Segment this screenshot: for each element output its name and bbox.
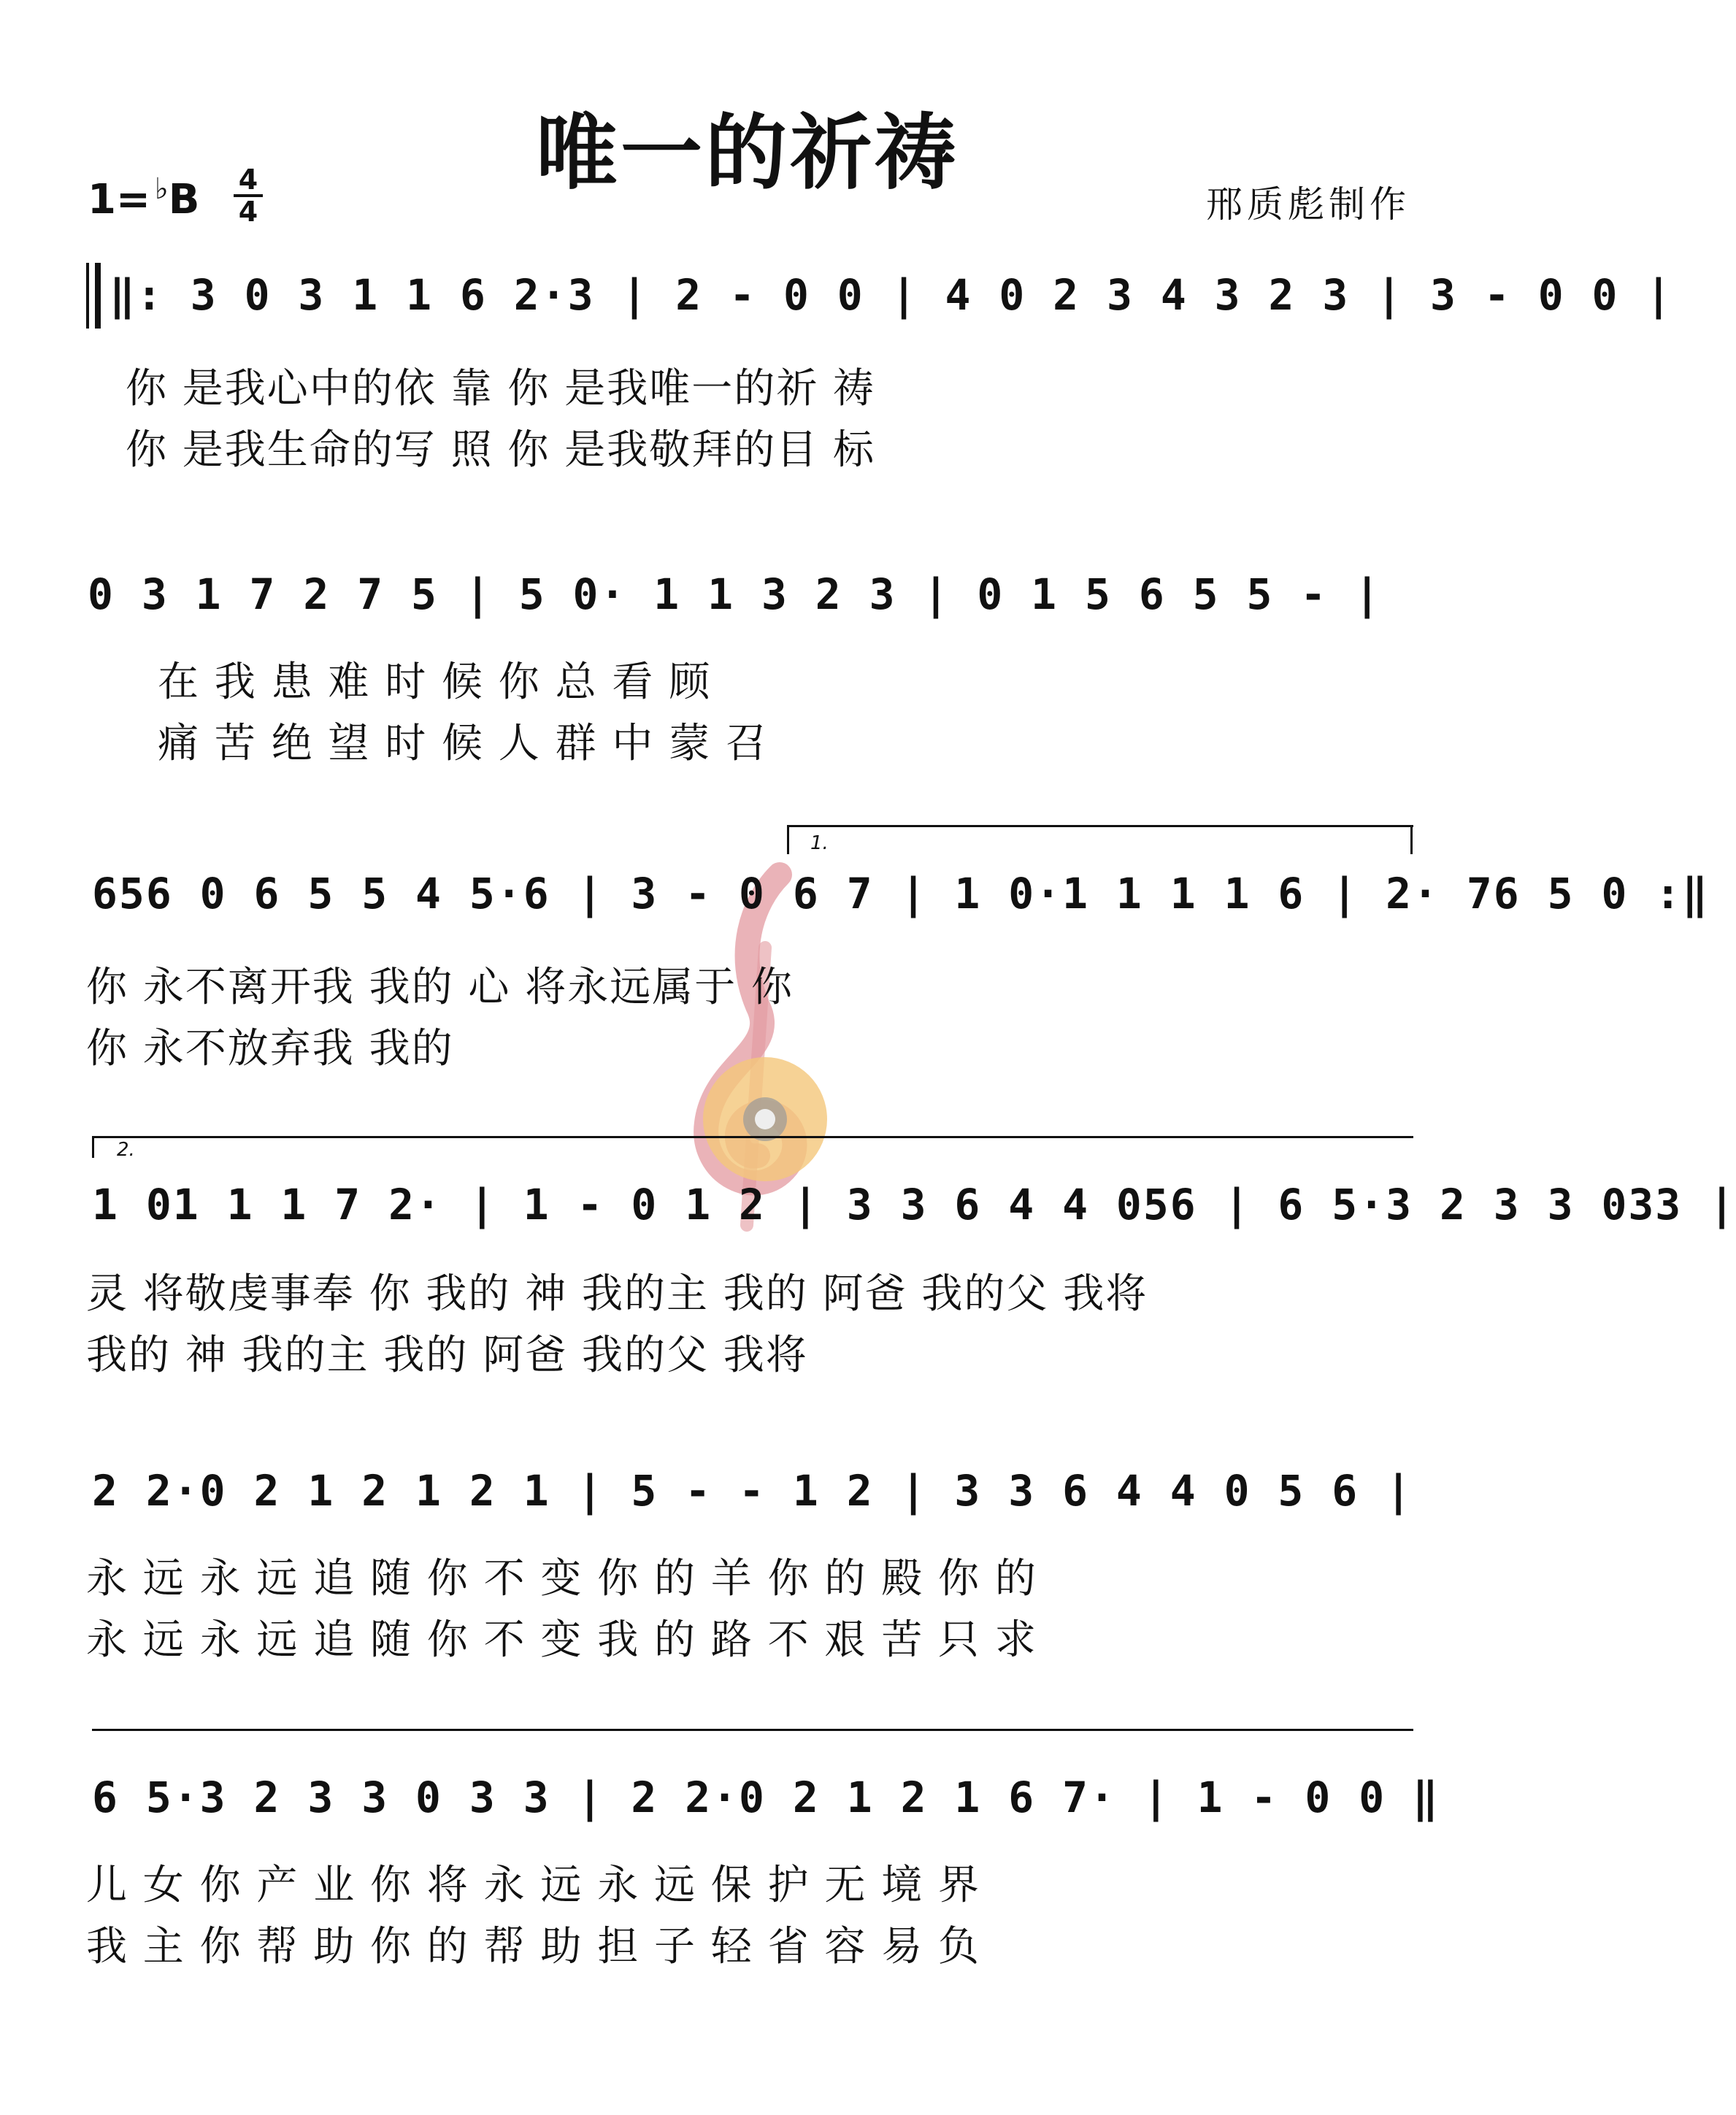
notation-line-4: 1 01 1 1 7 2· | 1 - 0 1 2 | 3 3 6 4 4 056 | 6 5·3 2 3 3 033 | — [92, 1180, 1736, 1229]
repeat-start-bar — [86, 263, 89, 329]
lyric-line-1-verse-1: 你 是我心中的依 靠 你 是我唯一的祈 祷 — [126, 365, 876, 412]
lyric-line-5-verse-1: 永 远 永 远 追 随 你 不 变 你 的 羊 你 的 殿 你 的 — [86, 1555, 1037, 1602]
song-title: 唯一的祈祷 — [536, 106, 959, 201]
key-prefix: 1= — [88, 176, 150, 223]
lyric-line-4-verse-1: 灵 将敬虔事奉 你 我的 神 我的主 我的 阿爸 我的父 我将 — [86, 1270, 1148, 1318]
notation-line-3: 656 0 6 5 5 4 5·6 | 3 - 0 6 7 | 1 0·1 1 1 1 6 | 2· 76 5 0 :‖ — [92, 869, 1710, 918]
lyric-line-5-verse-2: 永 远 永 远 追 随 你 不 变 我 的 路 不 艰 苦 只 求 — [86, 1616, 1037, 1664]
notation-line-5: 2 2·0 2 1 2 1 2 1 | 5 - - 1 2 | 3 3 6 4 4 0 5 6 | — [92, 1466, 1413, 1516]
volta-1-right — [1410, 825, 1413, 854]
time-signature-bottom: 4 — [238, 196, 258, 228]
author-credit: 邢质彪制作 — [1206, 183, 1410, 226]
volta-2-left — [92, 1136, 94, 1158]
volta-1-left — [787, 825, 789, 854]
notation-line-6: 6 5·3 2 3 3 0 3 3 | 2 2·0 2 1 2 1 6 7· | 1 - 0 0 ‖ — [92, 1773, 1440, 1822]
lyric-line-2-verse-2: 痛 苦 绝 望 时 候 人 群 中 蒙 召 — [158, 720, 769, 767]
lyric-line-6-verse-1: 儿 女 你 产 业 你 将 永 远 永 远 保 护 无 境 界 — [86, 1862, 981, 1909]
volta-1-bracket — [787, 825, 1413, 827]
lyric-line-4-verse-2: 我的 神 我的主 我的 阿爸 我的父 我将 — [86, 1332, 808, 1379]
notation-line-2: 0 3 1 7 2 7 5 | 5 0· 1 1 3 2 3 | 0 1 5 6 5 5 - | — [88, 569, 1382, 619]
time-signature — [234, 164, 263, 228]
key-signature — [88, 172, 199, 223]
volta-2-label: 2. — [117, 1139, 135, 1161]
volta-1-label: 1. — [810, 832, 829, 854]
lyric-line-1-verse-2: 你 是我生命的写 照 你 是我敬拜的目 标 — [126, 426, 876, 474]
volta-2-bracket — [92, 1136, 1413, 1138]
lyric-line-2-verse-1: 在 我 患 难 时 候 你 总 看 顾 — [158, 659, 712, 706]
key-note: B — [168, 176, 200, 223]
lyric-line-3-verse-2: 你 永不放弃我 我的 — [86, 1025, 454, 1072]
lyric-line-3-verse-1: 你 永不离开我 我的 心 将永远属于 你 — [86, 964, 794, 1011]
notation-line-1: ‖: 3 0 3 1 1 6 2·3 | 2 - 0 0 | 4 0 2 3 4 3 2 3 | 3 - 0 0 | — [110, 270, 1673, 320]
repeat-start-bar-thick — [95, 263, 101, 329]
row-6-top-rule — [92, 1729, 1413, 1731]
flat-sign: ♭ — [154, 172, 169, 206]
lyric-line-6-verse-2: 我 主 你 帮 助 你 的 帮 助 担 子 轻 省 容 易 负 — [86, 1923, 981, 1970]
time-signature-top: 4 — [238, 164, 258, 196]
